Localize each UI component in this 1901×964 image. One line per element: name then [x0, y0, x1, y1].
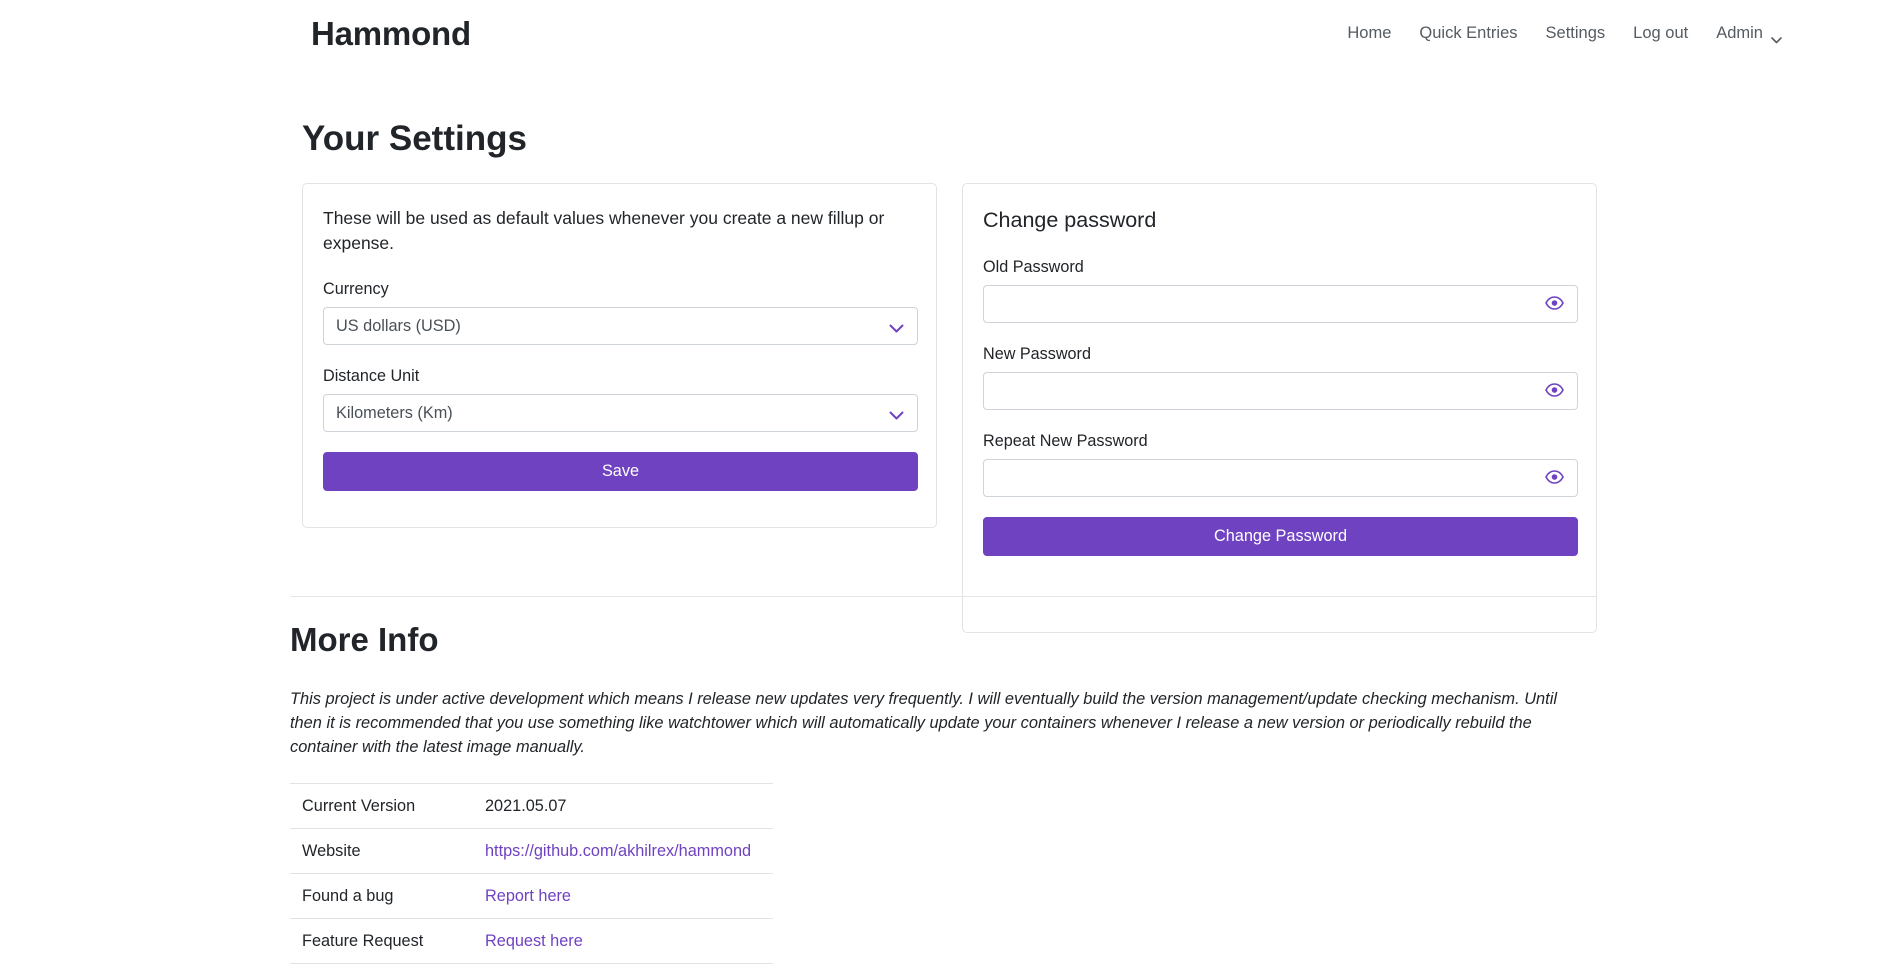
save-button[interactable]: Save: [323, 452, 918, 491]
change-password-button[interactable]: Change Password: [983, 517, 1578, 556]
more-info-title: More Info: [290, 621, 439, 658]
nav-user-dropdown[interactable]: [1702, 24, 1796, 43]
repeat-password-input[interactable]: [983, 459, 1532, 497]
repeat-password-label: Repeat New Password: [983, 432, 1148, 450]
info-key: Found a bug: [290, 874, 473, 919]
old-password-input[interactable]: [983, 285, 1532, 323]
table-row: [290, 784, 773, 829]
change-password-card: [962, 183, 1597, 633]
nav-item-home[interactable]: Home: [1347, 24, 1392, 42]
info-key: Feature Request: [290, 919, 473, 964]
eye-icon: [1545, 383, 1564, 400]
eye-icon: [1545, 296, 1564, 313]
info-value: [473, 874, 773, 919]
feature-request-link[interactable]: Request here: [485, 932, 583, 950]
section-divider: [290, 596, 1597, 597]
change-password-body: [963, 184, 1596, 576]
table-row: [290, 874, 773, 919]
eye-icon: [1545, 470, 1564, 487]
default-settings-card: [302, 183, 937, 528]
distance-unit-select[interactable]: [323, 394, 918, 432]
more-info-paragraph: This project is under active development which means I release new updates very frequently. I will eventually build the version management/update checking mechanism. Until then it is recommended that you use something like watchtower which will automatically update your containers whenever I release a new version or periodically rebuild the container with the latest image manually.: [290, 690, 1557, 756]
info-value: [473, 919, 773, 964]
table-row: [290, 919, 773, 964]
nav-item-quick-entries[interactable]: Quick Entries: [1419, 24, 1518, 42]
old-password-group: [983, 285, 1578, 323]
report-bug-link[interactable]: Report here: [485, 887, 571, 905]
new-password-visibility-button[interactable]: [1532, 372, 1578, 410]
old-password-visibility-button[interactable]: [1532, 285, 1578, 323]
repeat-password-visibility-button[interactable]: [1532, 459, 1578, 497]
currency-select[interactable]: [323, 307, 918, 345]
brand-logo[interactable]: Hammond: [311, 15, 471, 52]
top-navbar: [0, 0, 1901, 68]
website-link[interactable]: https://github.com/akhilrex/hammond: [485, 842, 752, 860]
info-value: [473, 829, 773, 874]
default-settings-body: [303, 184, 936, 511]
repeat-password-group: [983, 459, 1578, 497]
nav-user-label: Admin: [1716, 23, 1763, 42]
settings-lead-text: These will be used as default values whenever you create a new fillup or expense.: [323, 208, 885, 253]
chevron-down-icon: [1771, 30, 1782, 37]
new-password-input[interactable]: [983, 372, 1532, 410]
more-info-section: [290, 596, 1597, 964]
info-key: Current Version: [290, 784, 473, 829]
change-password-title: Change password: [983, 208, 1157, 232]
nav-item-logout[interactable]: Log out: [1633, 24, 1689, 42]
new-password-group: [983, 372, 1578, 410]
table-row: [290, 829, 773, 874]
nav-item-settings[interactable]: Settings: [1545, 24, 1606, 42]
currency-select-wrap: [323, 307, 918, 345]
distance-select-wrap: [323, 394, 918, 432]
info-value: 2021.05.07: [473, 784, 773, 829]
page-title: Your Settings: [302, 119, 527, 158]
currency-label: Currency: [323, 280, 389, 298]
distance-unit-label: Distance Unit: [323, 367, 420, 385]
new-password-label: New Password: [983, 345, 1091, 363]
old-password-label: Old Password: [983, 258, 1084, 276]
info-key: Website: [290, 829, 473, 874]
info-table: [290, 783, 773, 964]
nav-links: [1333, 22, 1796, 44]
